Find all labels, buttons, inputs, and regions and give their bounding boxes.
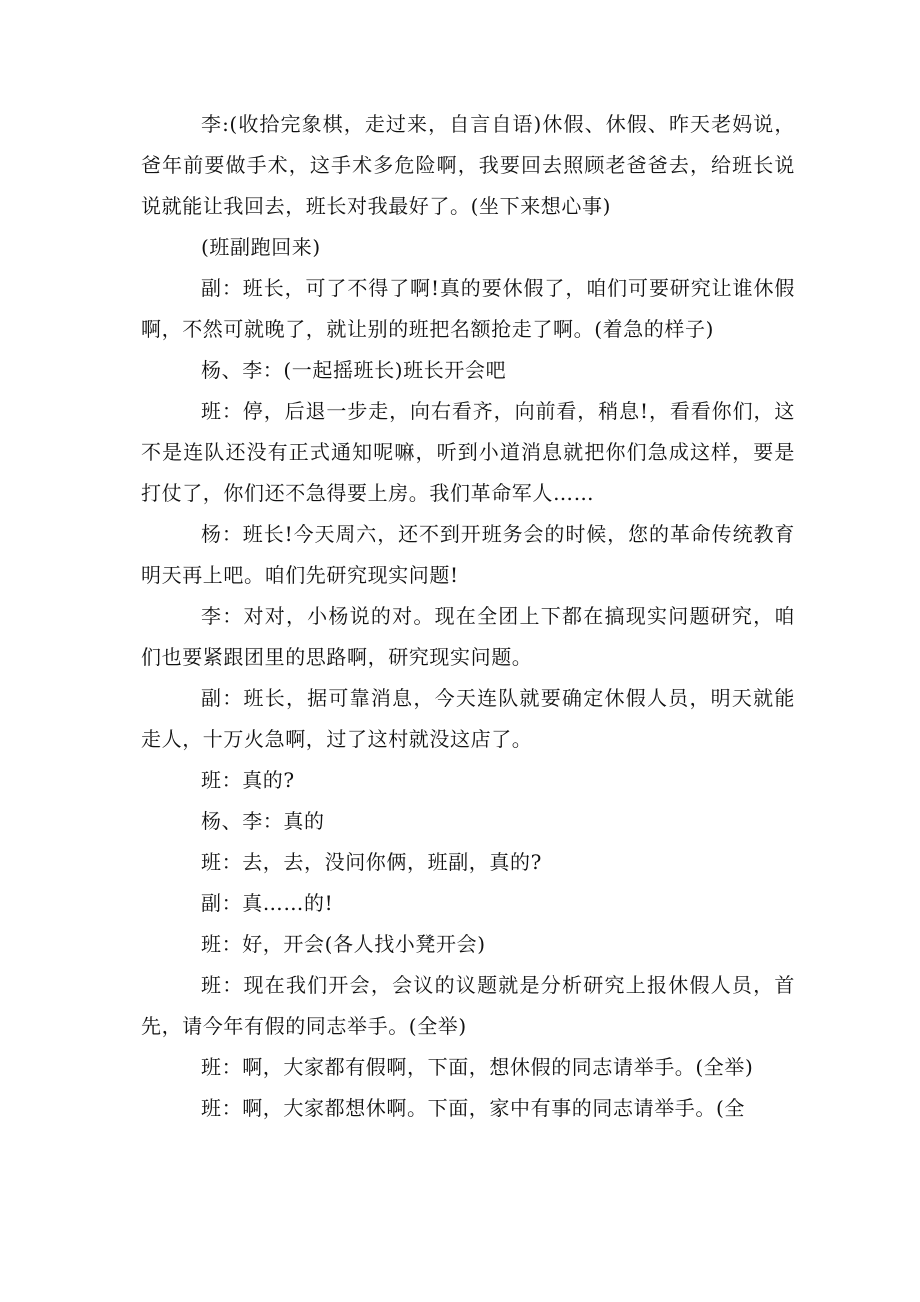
paragraph: 李：对对，小杨说的对。现在全团上下都在搞现实问题研究，咱们也要紧跟团里的思路啊，研究现实问题。 [141, 604, 795, 669]
paragraph: 班：啊，大家都有假啊，下面，想休假的同志请举手。(全举) [201, 1055, 754, 1079]
paragraph: 李:(收拾完象棋，走过来，自言自语)休假、休假、昨天老妈说，爸年前要做手术，这手术多危险啊，我要回去照顾老爸爸去，给班长说说就能让我回去，班长对我最好了。(坐下来想心事) [141, 112, 795, 218]
document-body [141, 104, 795, 1129]
paragraph: 班：好，开会(各人找小凳开会) [201, 932, 486, 956]
paragraph: 副：班长，可了不得了啊!真的要休假了，咱们可要研究让谁休假啊，不然可就晚了，就让别的班把名额抢走了啊。(着急的样子) [141, 276, 795, 341]
paragraph: 班：现在我们开会，会议的议题就是分析研究上报休假人员，首先，请今年有假的同志举手。(全举) [141, 973, 795, 1038]
paragraph: 班：啊，大家都想休啊。下面，家中有事的同志请举手。(全 [201, 1096, 746, 1120]
paragraph: 班：去，去，没问你俩，班副，真的? [201, 850, 542, 874]
paragraph: 杨、李：(一起摇班长)班长开会吧 [201, 358, 507, 382]
paragraph: 副：班长，据可靠消息，今天连队就要确定休假人员，明天就能走人，十万火急啊，过了这村就没这店了。 [141, 686, 795, 751]
paragraph: 班：真的? [201, 768, 295, 792]
paragraph: 杨：班长!今天周六，还不到开班务会的时候，您的革命传统教育明天再上吧。咱们先研究现实问题! [141, 522, 795, 587]
paragraph: 班：停，后退一步走，向右看齐，向前看，稍息!，看看你们，这不是连队还没有正式通知呢嘛，听到小道消息就把你们急成这样，要是打仗了，你们还不急得要上房。我们革命军人…… [141, 399, 795, 505]
paragraph: 副：真……的! [201, 891, 334, 915]
paragraph: 杨、李：真的 [201, 809, 325, 833]
paragraph: (班副跑回来) [201, 235, 321, 259]
